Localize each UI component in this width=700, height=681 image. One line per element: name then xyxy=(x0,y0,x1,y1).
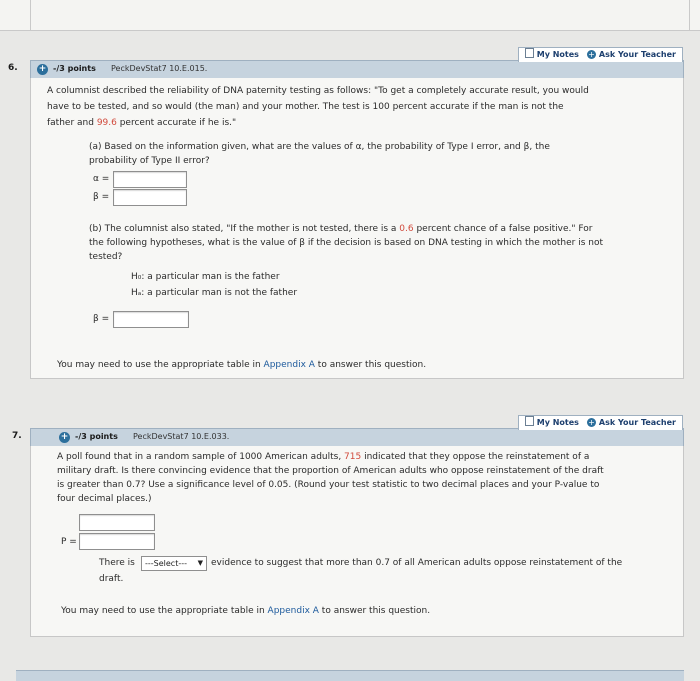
beta-label: β = xyxy=(93,192,110,202)
question-number: 6. xyxy=(8,63,18,73)
plus-icon: + xyxy=(588,50,595,59)
question-number: 7. xyxy=(12,431,22,441)
previous-question-fragment xyxy=(0,0,700,31)
poll-line-4: four decimal places.) xyxy=(57,494,152,504)
divider xyxy=(30,0,31,30)
points-label: -/3 points xyxy=(53,64,96,73)
part-a-line-1: (a) Based on the information given, what are the values of α, the probability of Type I error, and β, the xyxy=(89,142,550,152)
z-input[interactable] xyxy=(79,514,155,531)
intro-line-3: father and 99.6 percent accurate if he is." xyxy=(47,118,237,128)
intro-line-2: have to be tested, and so would (the man) and your mother. The test is 100 percent accurate if the man is not the xyxy=(47,102,564,112)
appendix-note: You may need to use the appropriate table in Appendix A to answer this question. xyxy=(57,360,427,370)
my-notes-link[interactable]: My Notes xyxy=(536,50,579,59)
evidence-text-1: evidence to suggest that more than 0.7 of all American adults oppose reinstatement of the xyxy=(211,558,623,568)
next-question-header-fragment xyxy=(16,670,684,681)
appendix-note: You may need to use the appropriate table in Appendix A to answer this question. xyxy=(61,606,431,616)
alternative-hypothesis: Hₐ: a particular man is not the father xyxy=(131,288,298,298)
my-notes-link[interactable]: My Notes xyxy=(536,418,579,427)
question-body xyxy=(30,78,684,379)
chevron-down-icon: ▼ xyxy=(197,559,203,567)
poll-line-1: A poll found that in a random sample of 1000 American adults, 715 indicated that they oppose the reinstatement of a xyxy=(57,452,590,462)
false-positive-value: 0.6 xyxy=(399,224,414,234)
intro-line-1: A columnist described the reliability of DNA paternity testing as follows: "To get a completely accurate result, you would xyxy=(47,86,589,96)
question-header xyxy=(30,50,684,80)
header-tabs xyxy=(518,415,683,430)
p-input[interactable] xyxy=(79,533,155,550)
part-b-line-1: (b) The columnist also stated, "If the mother is not tested, there is a 0.6 percent chance of a false positive." For xyxy=(89,224,593,234)
part-a-line-2: probability of Type II error? xyxy=(89,156,210,166)
appendix-link[interactable]: Appendix A xyxy=(267,606,319,616)
evidence-text-2: draft. xyxy=(99,574,124,584)
question-header xyxy=(30,418,684,448)
header-tabs xyxy=(518,47,683,62)
evidence-select[interactable]: ---Select--- ▼ xyxy=(141,556,207,571)
question-6 xyxy=(0,50,700,380)
poll-count-value: 715 xyxy=(344,452,362,462)
null-hypothesis: H₀: a particular man is the father xyxy=(131,272,280,282)
points-label: -/3 points xyxy=(75,432,118,441)
beta-b-input[interactable] xyxy=(113,311,189,328)
part-b-line-3: tested? xyxy=(89,252,123,262)
p-label: P = xyxy=(61,537,77,547)
divider xyxy=(689,0,690,30)
appendix-link[interactable]: Appendix A xyxy=(263,360,315,370)
question-7 xyxy=(0,418,700,638)
notes-doc-icon xyxy=(525,416,534,426)
reliability-value: 99.6 xyxy=(96,118,117,128)
source-label: PeckDevStat7 10.E.015. xyxy=(111,64,208,73)
alpha-label: α = xyxy=(93,174,110,184)
question-body xyxy=(30,446,684,637)
ask-teacher-link[interactable]: Ask Your Teacher xyxy=(598,50,676,59)
poll-line-3: is greater than 0.7? Use a significance level of 0.05. (Round your test statistic to two decimal places and your P-value to xyxy=(57,480,600,490)
ask-teacher-link[interactable]: Ask Your Teacher xyxy=(598,418,676,427)
part-b-line-2: the following hypotheses, what is the value of β if the decision is based on DNA testing in which the mother is not xyxy=(89,238,604,248)
question-number-column xyxy=(0,428,30,638)
notes-doc-icon xyxy=(525,48,534,58)
beta-b-label: β = xyxy=(93,314,110,324)
expand-plus-icon[interactable]: + xyxy=(60,432,69,442)
expand-plus-icon[interactable]: + xyxy=(38,64,47,74)
poll-line-2: military draft. Is there convincing evidence that the proportion of American adults who oppose reinstatement of the draft xyxy=(57,466,604,476)
question-number-column xyxy=(0,60,30,380)
beta-input[interactable] xyxy=(113,189,187,206)
alpha-input[interactable] xyxy=(113,171,187,188)
there-is-label: There is xyxy=(99,558,135,568)
plus-icon: + xyxy=(588,418,595,427)
source-label: PeckDevStat7 10.E.033. xyxy=(133,432,230,441)
